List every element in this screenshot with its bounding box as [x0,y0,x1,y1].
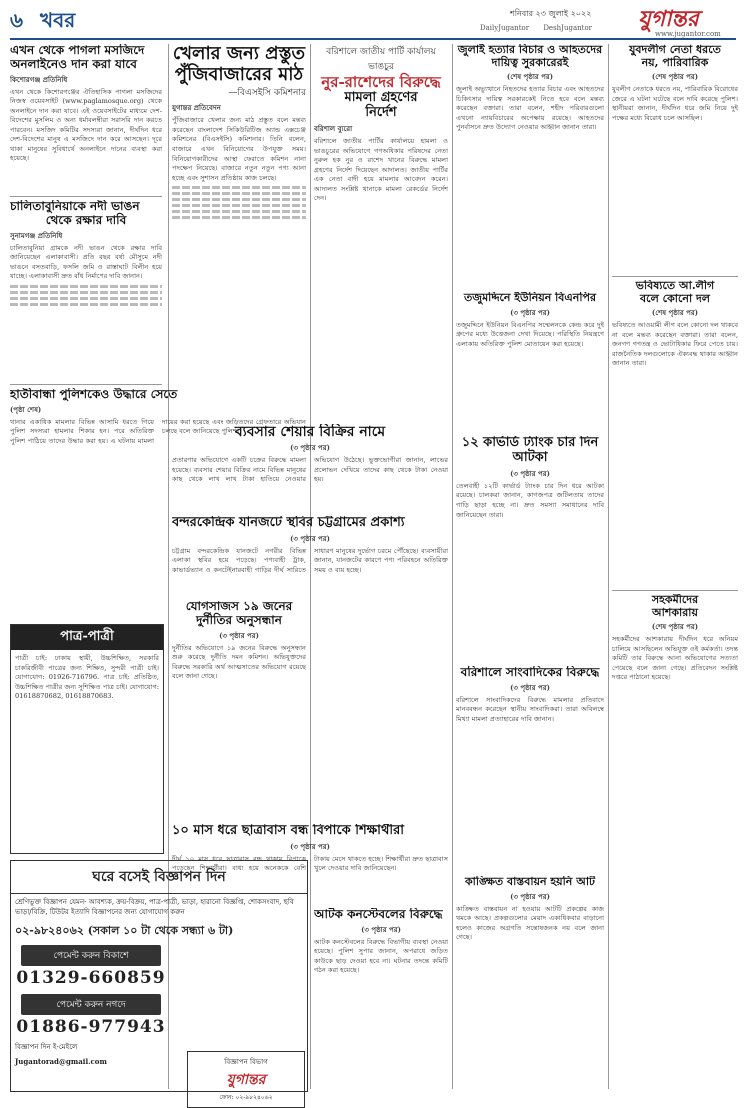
bkash-label: পেমেন্ট করুন বিকাশে [21,945,161,966]
social-links [480,24,604,32]
site-url[interactable]: www.jugantor.com [655,30,721,38]
headline: দুর্নীতির অনুসন্ধান [196,612,282,627]
ad-phone[interactable]: ০২-৯৮২৪০৬২ (সকাল ১০ টা থেকে সন্ধ্যা ৬ টা) [15,923,234,937]
headline: ব্যবসার শেয়ার বিক্রির নামে [234,424,386,440]
article-body: চট্টগ্রাম বন্দরকেন্দ্রিক যানজটে নগরীর বিভিন্ন এলাকা স্থবির হয়ে পড়েছে। পণ্যবাহী ট্রাক, কাভার্ডভ্যান ও কনটেইনারবাহী গাড়ির দীর্ঘ সারিতে সাধারণ মানুষের দুর্ভোগ চরমে পৌঁছেছে। ব্যবসায়ীরা জানান, যানজটের কারণে পণ্য পরিবহনে অতিরিক্ত সময় ও ব্যয় হচ্ছে। [172,546,448,575]
headline: চালিতাবুনিয়াকে নদী ভাঙন [10,200,140,213]
ad-dept-box [187,1051,305,1108]
article-body: তেলবাহী ১২টি কার্ভার্ড ট্যাংক চার দিন ধরে আটকা রয়েছে। চালকরা জানান, কাগজপত্র জটিলতায় তাদের গাড়ি ছাড়া হচ্ছে না। দ্রুত সমস্যা সমাধানের দাবি জানিয়েছেন তারা। [456,481,604,519]
ad-patra-patri [10,624,164,854]
page-number: ৬ [10,8,24,32]
headline: পুঁজিবাজারের মাঠ [174,63,304,85]
article-body: দীর্ঘ ১০ মাস ধরে ছাত্রাবাস বন্ধ থাকায় বিপাকে পড়েছেন শিক্ষার্থীরা। বাধ্য হয়ে অনেককে বেশি টাকায় মেসে থাকতে হচ্ছে। শিক্ষার্থীরা দ্রুত ছাত্রাবাস খুলে দেওয়ার দাবি জানিয়েছেন। [172,854,448,873]
divider [10,196,162,197]
headline: বলে কোনো দল [640,291,710,305]
dept-name: বিজ্ঞাপন বিভাগ [224,1058,268,1066]
jump-line: (৩ পৃষ্ঠার পর) [510,682,550,692]
divider [612,590,738,591]
jump-line: (শেষ পৃষ্ঠার পর) [651,308,699,318]
article-teachers [612,594,738,1086]
article-constable [314,908,448,1086]
article-body: যুবলীগ নেতাকে ধরতে নয়, পারিবারিক বিরোধের জেরে এ ঘটনা ঘটেছে বলে দাবি করেছে পুলিশ। স্থানীয়রা জানান, দীর্ঘদিন ধরে জমি নিয়ে দুই পক্ষের মধ্যে বিরোধ চলে আসছিল। [612,85,738,122]
article-body: কাঙ্ক্ষিত বাস্তবায়ন না হওয়ায় আটটি প্রকল্পের কাজ থমকে আছে। প্রকল্পগুলোর মেয়াদ একাধিকবার বাড়ানো হলেও কাজের অগ্রগতি সন্তোষজনক নয় বলে জানা গেছে। [456,904,604,942]
jump-line: (৩ পৃষ্ঠার পর) [510,891,550,901]
headline: কাঙ্ক্ষিত বাস্তবায়ন হয়নি আট [464,876,596,888]
headline: ভবিষ্যতে আ.লীগ [635,280,715,292]
article-body: আটক কনস্টেবলের বিরুদ্ধে বিভাগীয় ব্যবস্থা নেওয়া হয়েছে। পুলিশ সুপার জানান, অপরাধে জড়িত কাউকে ছাড় দেওয়া হবে না। ঘটনার তদন্তে কমিটি গঠন করা হয়েছে। [314,937,448,975]
nagad-label: পেমেন্ট করুন নগদে [21,994,161,1015]
headline: মামলা গ্রহণের [344,90,418,106]
jump-line: (৩ পৃষ্ঠার পর) [510,468,550,478]
article-aspiration [456,876,604,1086]
jump-line: (পৃষ্ঠা শেষ) [10,404,42,414]
article-nur-rashed [314,44,448,420]
jump-line: (শেষ পৃষ্ঠার পর) [651,622,699,632]
social-link-desh[interactable]: DeshJugantor [543,24,593,32]
social-link-facebook[interactable]: DailyJugantor [480,24,530,32]
article-stock-market [172,44,306,344]
article-july [456,44,604,264]
article-body: দুর্নীতির অভিযোগে ১৯ জনের বিরুদ্ধে অনুসন্ধান শুরু করেছে দুর্নীতি দমন কমিশন। অভিযুক্তদের বিরুদ্ধে সরকারি অর্থ আত্মসাতের অভিযোগ রয়েছে বলে জানা গেছে। [172,643,306,681]
ad-body: পাত্রী চাই: ঢাকায় স্থায়ী, উচ্চশিক্ষিত, সরকারি চাকরিজীবী পাত্রের জন্য শিক্ষিত, সুন্দরী পাত্রী চাই। যোগাযোগ: 01926-716796. পাত্র চাই: প্রতিষ্ঠিত, উচ্চশিক্ষিত পাত্রীর জন্য সুশিক্ষিত পাত্র চাই। যোগাযোগ: 01618870682, 01618870683. [15,654,159,701]
header-rule [10,38,736,40]
headline: আশকারায় [652,605,698,619]
article-body: এখন থেকে কিশোরগঞ্জের ঐতিহাসিক পাগলা মসজিদের নিজস্ব ওয়েবসাইট (www.paglamosque.org) থেকে অনলাইনে দান করা যাবে। এই ওয়েবসাইটের মাধ্যমে দেশ-বিদেশের মুসলিম ও অন্য ধর্মাবলম্বীরা সরাসরি দান করতে পারবেন। মসজিদ কমিটির সদস্যরা জানান, দীর্ঘদিন ধরে দেশ-বিদেশের মানুষ এ মসজিদে দান করে আসছেন। দূরে থাকা মানুষের সুবিধার্থে অনলাইনে দানের ব্যবস্থা করা হয়েছে। [10,87,162,163]
article-body: প্রতারণার অভিযোগে একটি চক্রের বিরুদ্ধে মামলা হয়েছে। ব্যবসার শেয়ার বিক্রির নামে বিভিন্ন মানুষের কাছ থেকে লাখ লাখ টাকা হাতিয়ে নেওয়ার অভিযোগ উঠেছে। ভুক্তভোগীরা জানান, লাভের প্রলোভন দেখিয়ে তাদের কাছ থেকে টাকা নেওয়া হয়। [172,456,448,484]
article-body: পুঁজিবাজারে খেলার জন্য মাঠ প্রস্তুত বলে মন্তব্য করেছেন বাংলাদেশ সিকিউরিটিজ অ্যান্ড এক্সচেঞ্জ কমিশনের (বিএসইসি) কমিশনার। তিনি বলেন, বাজারে এখন বিনিয়োগের উপযুক্ত সময়। বিনিয়োগকারীদের আস্থা ফেরাতে কমিশন নানা পদক্ষেপ নিয়েছে। বাজারে নতুন নতুন পণ্য আনা হচ্ছে এবং সুশাসন প্রতিষ্ঠায় কাজ চলছে। [172,116,306,182]
headline: হাতীবান্ধা পুলিশকেও উদ্ধারে সেতে [10,388,178,401]
headline: তজুমদ্দিনে ইউনিয়ন বিএনপির [463,292,597,304]
headline: দায়িত্ব সুরকারেরই [491,55,569,69]
dept-phone: ফোন: ০২-৯৮২৪০৬২ [219,1094,273,1101]
dept-logo: যুগান্তর [226,1072,266,1088]
article-corruption [172,600,306,730]
article-port [172,516,448,596]
headline: আটক কনস্টেবলের বিরুদ্ধে [314,908,443,921]
headline: খেলার জন্য প্রস্তুত [172,44,306,64]
divider [10,384,162,385]
article-body: জুলাই অভ্যুত্থানে নিহতদের হত্যার বিচার এবং আহতদের চিকিৎসার দায়িত্ব সরকারকেই নিতে হবে বলে মন্তব্য করেছেন বক্তারা। তারা বলেন, শহীদ পরিবারগুলো এখনো ন্যায়বিচারের অপেক্ষায় রয়েছে। আহতদের পুনর্বাসনে দ্রুত উদ্যোগ নেওয়ার আহ্বান জানান তারা। [456,85,604,132]
article-body: চালিতাবুনিয়া গ্রামকে নদী ভাঙন থেকে রক্ষার দাবি জানিয়েছেন এলাকাবাসী। প্রতি বছর বর্ষা মৌসুমে নদী ভাঙনে বসতবাড়ি, ফসলি জমি ও রাস্তাঘাট বিলীন হয়ে যাচ্ছে। এলাকাবাসী দ্রুত বাঁধ নির্মাণের দাবি জানান। [10,243,162,281]
email-address[interactable]: Jugantorad@gmail.com [15,1056,107,1066]
kicker: বরিশালে জাতীয় পার্টি কার্যালয় ভাঙচুর [326,47,436,72]
article-journalists [456,666,604,826]
byline: কিশোরগঞ্জ প্রতিনিধি [10,74,68,84]
article-river [10,200,162,382]
headline: সহকর্মীদের [651,594,699,606]
masthead-logo: যুগান্তর [638,6,699,32]
headline: ১২ কার্ভার্ড ট্যাংক চার দিন আটকা [461,436,599,465]
article-body: সহকর্মীদের আশকারায় দীর্ঘদিন ধরে অনিয়ম চালিয়ে আসছিলেন অভিযুক্ত ওই কর্মকর্তা। তদন্ত কমিটি তার বিরুদ্ধে আনা অভিযোগের সত্যতা পেয়েছে বলে জানা গেছে। প্রতিবেদন সংশ্লিষ্ট দপ্তরে পাঠানো হয়েছে। [612,635,738,682]
article-body: ভবিষ্যতে আওয়ামী লীগ বলে কোনো দল থাকবে না বলে মন্তব্য করেছেন বক্তারা। তারা বলেন, জনগণ গণতন্ত্র ও ভোটাধিকার ফিরে পেতে চায়। রাজনৈতিক দলগুলোকে ঐক্যবদ্ধ থাকার আহ্বান জানান তারা। [612,321,738,368]
jump-line: (৩ পৃষ্ঠার পর) [510,307,550,317]
kicker: —বিএসইসি কমিশনার [228,88,306,99]
jump-line: (৩ পৃষ্ঠার পর) [219,630,259,640]
ad-body: শ্রেণিভুক্ত বিজ্ঞাপন যেমন- আবশ্যক, ক্রয়-বিক্রয়, পাত্র-পাত্রী, ভাড়া, হারানো বিজ্ঞপ্তি, শোকসংবাদ, ছবি ভাড়া/বিক্রি, টিউটর ইত্যাদি বিজ্ঞাপনের জন্য যোগাযোগ করুন [15,898,294,916]
headline: যোগসাজস ১৯ জনের [185,600,293,613]
article-mosque [10,44,162,194]
bkash-number[interactable]: 01329-660859 [16,967,166,988]
article-tank [456,436,604,586]
email-label: বিজ্ঞাপন দিন ই-মেইলে [15,1042,78,1051]
column-divider [608,44,609,1089]
headline: নয়, পারিবারিক [641,55,709,69]
column-divider [452,44,453,1089]
jump-line: (শেষ পৃষ্ঠার পর) [651,72,699,82]
divider [612,276,738,277]
article-hostel [172,824,448,904]
article-awami [612,280,738,584]
byline: সুনামগঞ্জ প্রতিনিধি [10,230,63,240]
headline: বন্দরকেন্দ্রিক যানজটে স্থবির চট্টগ্রামের প্রকাশ্য [172,516,405,530]
headline: এখন থেকে পাগলা মসজিদে [10,44,145,57]
jump-line: (৩ পৃষ্ঠার পর) [290,533,330,543]
headline: ১০ মাস ধরে ছাত্রাবাস বন্ধ বিপাকে শিক্ষার্থীরা [172,824,405,838]
page-header [0,0,746,40]
headline: বরিশালে সাংবাদিকের বিরুদ্ধে [460,666,600,679]
ad-title: ঘরে বসেই বিজ্ঞাপন দিন [11,861,307,894]
byline: যুগান্তর প্রতিবেদন [172,103,221,113]
headline: অনলাইনেও দান করা যাবে [10,56,137,71]
article-body: তজুমদ্দিনে ইউনিয়ন বিএনপির সম্মেলনকে কেন্দ্র করে দুই গ্রুপের মধ্যে উত্তেজনা দেখা দিয়েছে। পরিস্থিতি নিয়ন্ত্রণে এলাকায় অতিরিক্ত পুলিশ মোতায়েন করা হয়েছে। [456,320,604,348]
article-share-sale [172,424,448,514]
issue-date: শনিবার ২৩ জুলাই ২০২২ [510,9,592,18]
jump-line: (৩ পৃষ্ঠার পর) [361,924,401,934]
article-body: বরিশালে জাতীয় পার্টির কার্যালয়ে হামলা ও ভাঙচুরের অভিযোগে গণঅধিকার পরিষদের নেতা নুরুল হক নুর ও রাশেদ খানের বিরুদ্ধে মামলা গ্রহণের নির্দেশ দিয়েছেন আদালত। জাতীয় পার্টির এক নেতা বাদী হয়ে মামলার আবেদন করেন। আদালত সংশ্লিষ্ট থানাকে মামলা রেকর্ডের নির্দেশ দেন। [314,137,448,203]
section-title: খবর [40,8,76,32]
nagad-number[interactable]: 01886-977943 [16,1016,166,1037]
headline: জুলাই হত্যার বিচার ও আহতদের [457,44,603,56]
article-youth [612,44,738,274]
ad-title: পাত্র-পাত্রী [11,625,163,650]
headline: নুর-রাশেদের বিরুদ্ধে [321,73,441,91]
byline: বরিশাল ব্যুরো [314,124,353,134]
jump-line: (৩ পৃষ্ঠার পর) [290,443,330,453]
article-body: বরিশালে সাংবাদিকদের বিরুদ্ধে মামলার প্রতিবাদে মানববন্ধন করেছেন স্থানীয় সাংবাদিকরা। তারা অবিলম্বে মিথ্যা মামলা প্রত্যাহারের দাবি জানান। [456,695,604,723]
article-body: থানার একাধিক মামলার বিভিন্ন আসামি ধরতে গিয়ে পুলিশ সদস্যরা হামলার শিকার হন। পরে অতিরিক্ত পুলিশ পাঠিয়ে তাদের উদ্ধার করা হয়। এ ঘটনায় মামলা দায়ের করা হয়েছে এবং জড়িতদের গ্রেফতারে অভিযান চলছে বলে জানিয়েছে পুলিশ। [10,417,306,445]
article-tajuddin [456,292,604,432]
jump-line: (৩ পৃষ্ঠার পর) [290,841,330,851]
headline: যুবদলীগ নেতা ধরতে [629,44,721,56]
jump-line: (শেষ পৃষ্ঠার পর) [506,72,554,82]
headline: থেকে রক্ষার দাবি [45,212,127,227]
headline: নির্দেশ [365,105,397,121]
